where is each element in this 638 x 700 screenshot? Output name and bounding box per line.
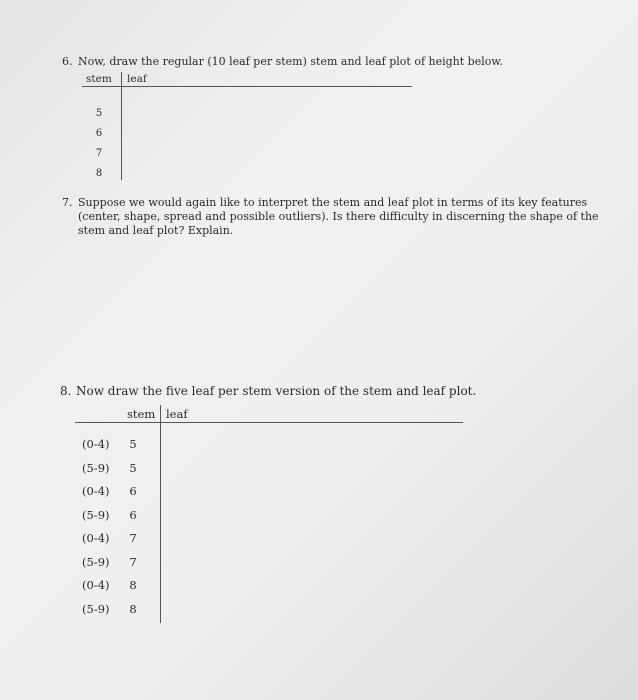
q6-stem-value: 6	[95, 128, 103, 139]
q8-row-stem: 8	[129, 601, 137, 616]
question-8-number: 8.	[60, 384, 72, 398]
q8-row-range: (0-4)	[82, 437, 110, 451]
q8-row-range: (0-4)	[82, 578, 110, 592]
question-8	[60, 384, 530, 398]
q8-row	[82, 602, 138, 616]
q8-leaf-header: leaf	[166, 407, 188, 421]
q8-row-stem: 5	[129, 437, 137, 451]
q8-row-stem: 7	[129, 554, 137, 569]
q8-row	[82, 461, 138, 475]
q8-row-stem: 6	[129, 507, 137, 522]
q6-leaf-header: leaf	[127, 73, 147, 85]
question-6	[62, 55, 532, 69]
q8-header-rule	[75, 422, 463, 423]
q8-row-range: (5-9)	[82, 554, 110, 569]
question-7-text: Suppose we would again like to interpret the stem and leaf plot in terms of its key features (center, shape, spread and possible outliers). Is there difficulty in discerning the shape of the stem and leaf plot? Explain.	[78, 196, 599, 237]
q6-stem-header: stem	[86, 73, 112, 85]
q8-row-range: (5-9)	[82, 460, 110, 475]
q8-row	[82, 437, 138, 451]
q8-row	[82, 555, 138, 569]
q8-row-stem: 5	[129, 460, 137, 475]
q6-header-rule	[82, 86, 412, 87]
q6-stem-value: 7	[95, 148, 103, 159]
q8-stem-divider	[160, 405, 161, 623]
q8-row	[82, 531, 138, 545]
q8-row-range: (5-9)	[82, 601, 110, 616]
q8-row	[82, 484, 138, 498]
q8-row-stem: 8	[129, 578, 137, 592]
question-7	[62, 196, 610, 238]
q8-row-range: (0-4)	[82, 531, 110, 545]
q8-stem-header: stem	[127, 407, 156, 421]
q8-row-range: (5-9)	[82, 507, 110, 522]
question-8-text: Now draw the five leaf per stem version of the stem and leaf plot.	[76, 384, 477, 398]
question-7-number: 7.	[62, 196, 73, 209]
q8-row-stem: 6	[129, 484, 137, 498]
question-6-number: 6.	[62, 55, 73, 68]
question-6-text: Now, draw the regular (10 leaf per stem) stem and leaf plot of height below.	[78, 55, 503, 68]
q8-row	[82, 578, 138, 592]
q6-stem-value: 8	[95, 168, 103, 179]
q8-row	[82, 508, 138, 522]
q6-stem-divider	[121, 72, 122, 180]
q8-row-stem: 7	[129, 531, 137, 545]
q6-stem-value: 5	[95, 108, 103, 119]
q8-row-range: (0-4)	[82, 484, 110, 498]
